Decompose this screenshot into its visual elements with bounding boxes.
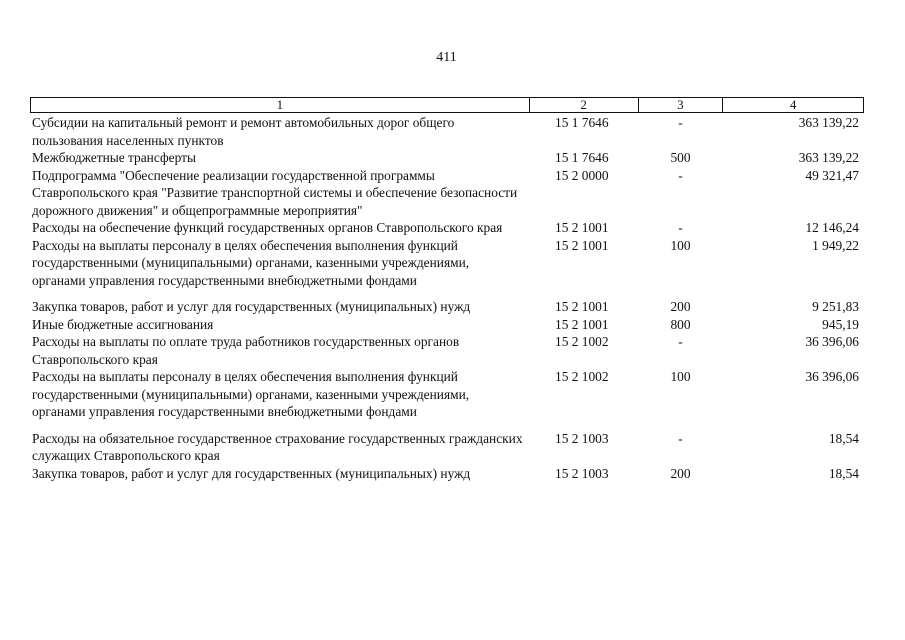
- table-row: [30, 316, 864, 334]
- row-code: 15 1 7646: [555, 150, 609, 165]
- header-column-3: 3: [638, 98, 723, 112]
- row-expense-type: 100: [670, 369, 691, 384]
- row-name: Закупка товаров, работ и услуг для государственных (муниципальных) нужд: [32, 299, 471, 314]
- row-expense-type: 100: [670, 237, 691, 253]
- row-expense-type: 200: [670, 465, 691, 481]
- table-row: [30, 114, 864, 149]
- row-amount: 18,54: [828, 430, 859, 446]
- row-expense-type: 800: [670, 316, 691, 332]
- row-name: Расходы на выплаты по оплате труда работников государственных органов Ставропольского края: [32, 334, 460, 367]
- row-code: 15 1 7646: [555, 115, 609, 130]
- row-amount: 1 949,22: [812, 237, 859, 253]
- row-name: Межбюджетные трансферты: [32, 150, 196, 165]
- header-column-2: 2: [529, 98, 638, 112]
- table-row: [30, 430, 864, 465]
- row-amount: 18,54: [828, 465, 859, 481]
- table-row: [30, 368, 864, 421]
- row-name: Расходы на выплаты персоналу в целях обеспечения выполнения функций государственными (муниципальными) органами, казенными учреждениями, органами управления государственными внебюджетными фондами: [32, 237, 470, 288]
- row-code: 15 2 1003: [555, 465, 609, 481]
- table-row: [30, 219, 864, 237]
- table-row: [30, 149, 864, 167]
- row-name: Подпрограмма "Обеспечение реализации государственной программы Ставропольского края "Развитие транспортной системы и обеспечение безопасности дорожного движения" и общепрограммные мероприятия": [32, 167, 518, 218]
- row-code: 15 2 1003: [555, 430, 609, 446]
- table-row: [30, 465, 864, 483]
- row-code: 15 2 1001: [555, 237, 609, 253]
- row-code: 15 2 1001: [555, 299, 609, 314]
- row-amount: 12 146,24: [805, 220, 859, 235]
- row-name: Расходы на обязательное государственное страхование государственных гражданских служащих Ставропольского края: [32, 430, 523, 463]
- row-code: 15 2 0000: [555, 167, 609, 183]
- row-amount: 363 139,22: [798, 150, 859, 165]
- row-expense-type: 200: [670, 299, 691, 314]
- row-name: Иные бюджетные ассигнования: [32, 316, 214, 332]
- header-column-1: 1: [276, 97, 284, 112]
- row-amount: 945,19: [822, 316, 859, 332]
- row-amount: 363 139,22: [798, 115, 859, 130]
- row-code: 15 2 1001: [555, 316, 609, 332]
- row-expense-type: -: [678, 115, 683, 130]
- row-code: 15 2 1002: [555, 334, 609, 349]
- row-name: Закупка товаров, работ и услуг для государственных (муниципальных) нужд: [32, 465, 471, 481]
- row-expense-type: -: [678, 167, 683, 183]
- row-code: 15 2 1002: [555, 369, 609, 384]
- row-code: 15 2 1001: [555, 220, 609, 235]
- row-expense-type: -: [678, 220, 683, 235]
- header-column-4: 4: [722, 98, 863, 112]
- row-expense-type: -: [678, 430, 683, 446]
- row-name: Субсидии на капитальный ремонт и ремонт автомобильных дорог общего пользования населенных пунктов: [32, 115, 455, 148]
- row-expense-type: 500: [670, 150, 691, 165]
- table-row: [30, 333, 864, 368]
- page-number: 411: [436, 50, 457, 65]
- row-amount: 9 251,83: [812, 299, 859, 314]
- table-row: [30, 167, 864, 220]
- budget-table: [30, 97, 864, 482]
- row-amount: 36 396,06: [805, 369, 859, 384]
- table-header-row: [30, 97, 864, 113]
- table-row: [30, 298, 864, 316]
- row-expense-type: -: [678, 334, 683, 349]
- table-row: [30, 237, 864, 290]
- row-amount: 36 396,06: [805, 334, 859, 349]
- row-name: Расходы на обеспечение функций государственных органов Ставропольского края: [32, 220, 503, 235]
- row-name: Расходы на выплаты персоналу в целях обеспечения выполнения функций государственными (муниципальными) органами, казенными учреждениями, органами управления государственными внебюджетными фондами: [32, 369, 470, 419]
- row-amount: 49 321,47: [805, 167, 859, 183]
